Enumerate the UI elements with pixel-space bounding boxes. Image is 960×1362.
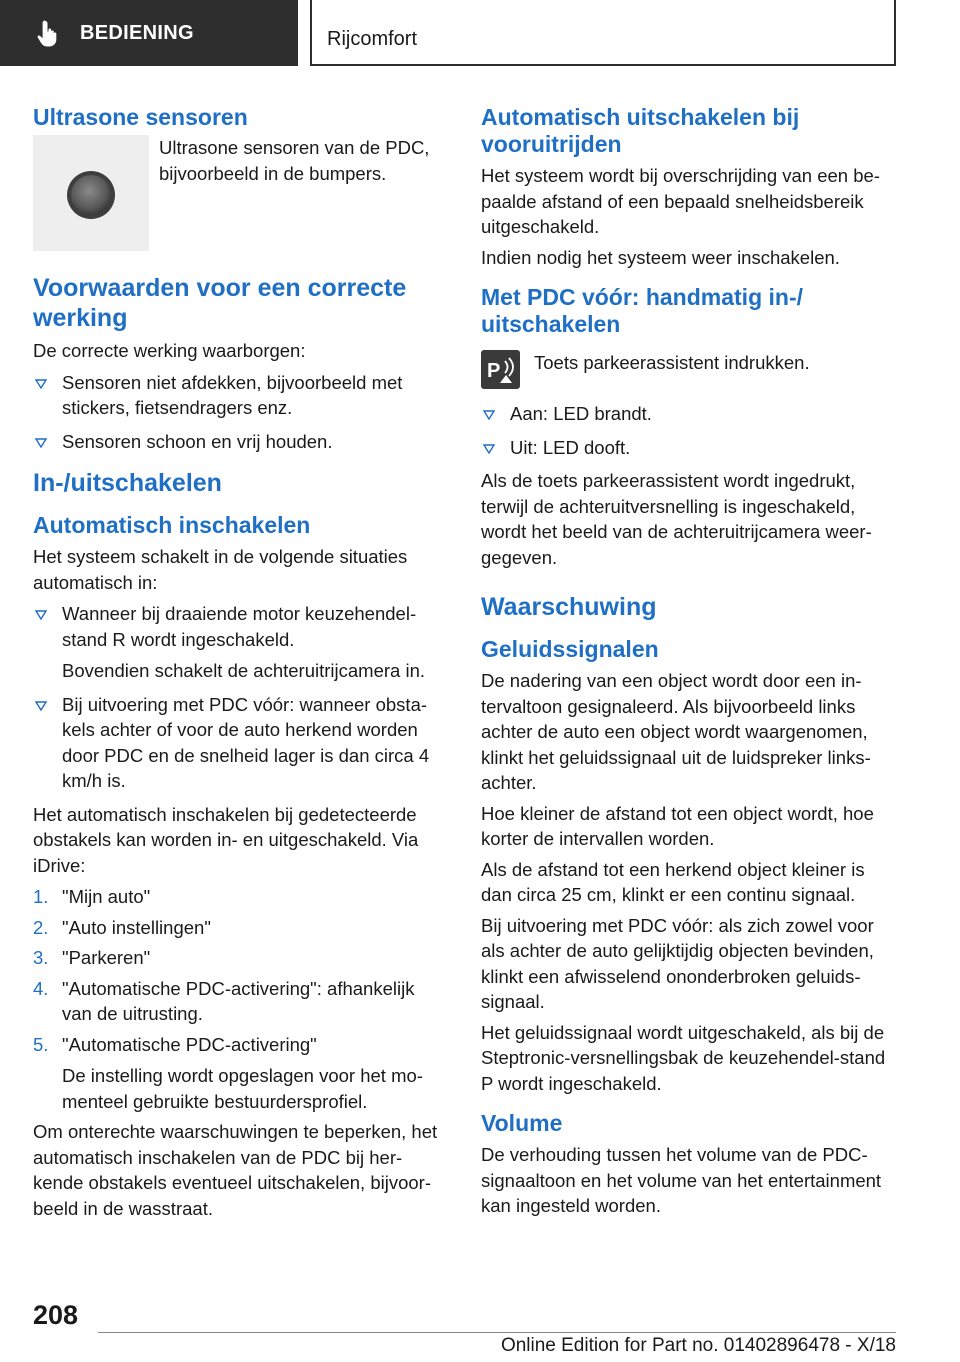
voorwaarden-list — [33, 370, 448, 455]
automatisch-in-list — [33, 601, 448, 794]
list-item: 5. "Automatische PDC-activering" De instelling wordt opgeslagen voor het mo-menteel gebruikte bestuurdersprofiel. — [33, 1033, 423, 1112]
geluid-p2: Hoe kleiner de afstand tot een object wordt, hoe korter de intervallen worden. — [481, 802, 874, 849]
heading-automatisch-inschakelen: Automatisch inschakelen — [33, 512, 311, 538]
automatisch-uit-p2: Indien nodig het systeem weer inschakelen. — [481, 246, 840, 268]
heading-automatisch-uitschakelen: Automatisch uitschakelen bij vooruitrijden — [481, 104, 800, 157]
sensor-image — [33, 135, 149, 251]
geluid-p5: Het geluidssignaal wordt uitgeschakeld, als bij de Steptronic-versnellingsbak de keuzehendel-stand P wordt ingeschakeld. — [481, 1021, 886, 1094]
triangle-bullet-icon — [35, 701, 47, 711]
button-instruction: Toets parkeerassistent indrukken. — [534, 352, 810, 373]
geluid-p3: Als de afstand tot een herkend object kleiner is dan circa 25 cm, klinkt er een continu signaal. — [481, 858, 865, 905]
list-item: Uit: LED dooft. — [481, 435, 896, 461]
voorwaarden-intro: De correcte werking waarborgen: — [33, 340, 306, 361]
parking-assistant-icon — [481, 350, 520, 389]
list-item: 1. "Mijn auto" — [33, 886, 151, 907]
geluid-p4: Bij uitvoering met PDC vóór: als zich zowel voor als achter de auto gelijktijdig objecten bevinden, klinkt een afwisselend ononderbroken geluids-signaal. — [481, 914, 874, 1012]
list-item: Sensoren schoon en vrij houden. — [33, 429, 448, 455]
list-item: Aan: LED brandt. — [481, 401, 896, 427]
automatisch-in-intro: Het systeem schakelt in de volgende situaties automatisch in: — [33, 546, 408, 593]
idrive-steps — [33, 884, 448, 1114]
sensor-description: Ultrasone sensoren van de PDC, bijvoorbeeld in de bumpers. — [159, 137, 430, 184]
heading-ultrasone-sensoren: Ultrasone sensoren — [33, 104, 248, 130]
chapter-title: Rijcomfort — [327, 28, 418, 50]
footer-divider — [98, 1332, 896, 1333]
pointing-hand-icon — [34, 18, 64, 48]
heading-in-uitschakelen: In-/uitschakelen — [33, 469, 222, 497]
list-item: Sensoren niet afdekken, bijvoorbeeld met stickers, fietsendragers enz. — [33, 370, 448, 421]
heading-geluidssignalen: Geluidssignalen — [481, 636, 659, 662]
left-column — [33, 104, 448, 1221]
list-item: 3. "Parkeren" — [33, 947, 151, 968]
geluid-p1: De nadering van een object wordt door een in-tervaltoon gesignaleerd. Als bijvoorbeeld links achter de auto een object wordt waargenomen, klinkt het geluidssignaal uit de luidspreker links-achter. — [481, 670, 871, 793]
idrive-intro: Het automatisch inschakelen bij gedetecteerde obstakels kan worden in- en uitgeschakeld. Via iDrive: — [33, 803, 419, 876]
right-column — [481, 104, 896, 1219]
handmatig-paragraph: Als de toets parkeerassistent wordt ingedrukt, terwijl de achteruitversnelling is ingeschakeld, wordt het beeld van de achteruitrijcamera weer-gegeven. — [481, 470, 872, 568]
triangle-bullet-icon — [483, 410, 495, 420]
sensor-figure-row — [33, 135, 448, 251]
chapter-header — [310, 0, 896, 66]
list-item: 4. "Automatische PDC-activering": afhankelijk van de uitrusting. — [33, 977, 415, 1024]
triangle-bullet-icon — [35, 438, 47, 448]
triangle-bullet-icon — [35, 610, 47, 620]
volume-paragraph: De verhouding tussen het volume van de PDC-signaaltoon en het volume van het entertainment kan ingesteld worden. — [481, 1144, 882, 1216]
heading-voorwaarden: Voorwaarden voor een correcte werking — [33, 274, 407, 332]
section-tab — [0, 0, 298, 66]
triangle-bullet-icon — [35, 379, 47, 389]
parking-button-row — [481, 350, 896, 389]
heading-handmatig: Met PDC vóór: handmatig in-/ uitschakelen — [481, 284, 803, 337]
footer-edition: Online Edition for Part no. 01402896478 - X/18 — [500, 1335, 896, 1356]
page-number: 208 — [33, 1300, 79, 1330]
led-list — [481, 401, 896, 460]
heading-waarschuwing: Waarschuwing — [481, 593, 657, 621]
heading-volume: Volume — [481, 1110, 563, 1136]
section-title: BEDIENING — [80, 21, 194, 44]
ultrasonic-sensor-icon — [33, 135, 149, 251]
list-item: Wanneer bij draaiende motor keuzehendel-stand R wordt ingeschakeld. Bovendien schakelt de achteruitrijcamera in. — [33, 601, 448, 684]
list-item: 2. "Auto instellingen" — [33, 916, 211, 938]
automatisch-uit-p1: Het systeem wordt bij overschrijding van een be-paalde afstand of een bepaald snelheidsbereik uitgeschakeld. — [481, 165, 880, 237]
svg-text:P: P — [486, 359, 500, 382]
triangle-bullet-icon — [483, 444, 495, 454]
closing-paragraph: Om onterechte waarschuwingen te beperken, het automatisch inschakelen van de PDC bij her-kende obstakels eventueel uitschakelen, bijvoor-beeld in de wasstraat. — [33, 1121, 438, 1219]
list-item: Bij uitvoering met PDC vóór: wanneer obsta-kels achter of voor de auto herkend worden door PDC en de snelheid lager is dan circa 4 km/h is. — [33, 692, 448, 794]
